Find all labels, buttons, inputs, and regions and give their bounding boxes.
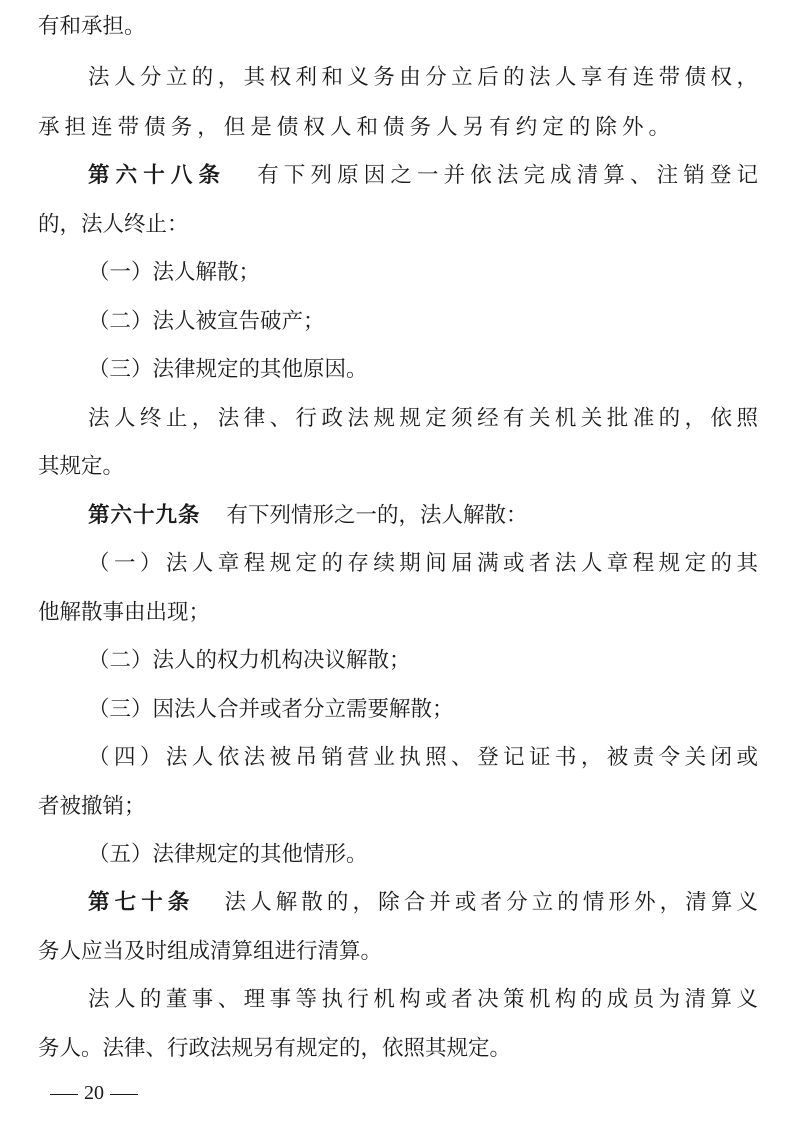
article-68-text: 有下列原因之一并依法完成清算、注销登记 <box>252 163 758 188</box>
list-item: （五）法律规定的其他情形。 <box>88 842 368 867</box>
article-68-line <box>88 161 758 191</box>
text-line: 承担连带债务，但是债权人和债务人另有约定的除外。 <box>38 115 670 140</box>
text-line: 法人分立的，其权利和义务由分立后的法人享有连带债权， <box>88 65 758 90</box>
text-line: 有和承担。 <box>38 14 146 39</box>
page-footer <box>44 1078 144 1108</box>
text-line: 务人。法律、行政法规另有规定的，依照其规定。 <box>38 1036 512 1061</box>
list-item: （一）法人章程规定的存续期间届满或者法人章程规定的其 <box>88 551 758 576</box>
list-item: （二）法人的权力机构决议解散； <box>88 648 411 673</box>
article-68-title: 第六十八条 <box>88 163 227 188</box>
footer-dash-right <box>110 1094 138 1095</box>
article-69-line <box>88 501 528 531</box>
article-70-text: 法人解散的，除合并或者分立的情形外，清算义 <box>220 890 758 915</box>
text-line: 他解散事由出现； <box>38 600 211 625</box>
text-line: 的，法人终止： <box>38 212 189 237</box>
list-item: （三）法律规定的其他原因。 <box>88 357 368 382</box>
article-69-text: 有下列情形之一的，法人解散： <box>226 503 528 528</box>
article-70-title: 第七十条 <box>88 890 195 915</box>
text-line: 法人终止，法律、行政法规规定须经有关机关批准的，依照 <box>88 406 758 431</box>
text-line: 其规定。 <box>38 454 125 479</box>
footer-dash-left <box>50 1094 78 1095</box>
list-item: （三）因法人合并或者分立需要解散； <box>88 697 454 722</box>
text-line: 务人应当及时组成清算组进行清算。 <box>38 939 383 964</box>
article-69-title: 第六十九条 <box>88 503 201 528</box>
text-line: 者被撤销； <box>38 794 146 819</box>
list-item: （四）法人依法被吊销营业执照、登记证书，被责令关闭或 <box>88 745 758 770</box>
list-item: （二）法人被宣告破产； <box>88 309 325 334</box>
list-item: （一）法人解散； <box>88 260 261 285</box>
article-70-line <box>88 888 758 918</box>
text-line: 法人的董事、理事等执行机构或者决策机构的成员为清算义 <box>88 987 758 1012</box>
page-number: 20 <box>84 1082 104 1104</box>
